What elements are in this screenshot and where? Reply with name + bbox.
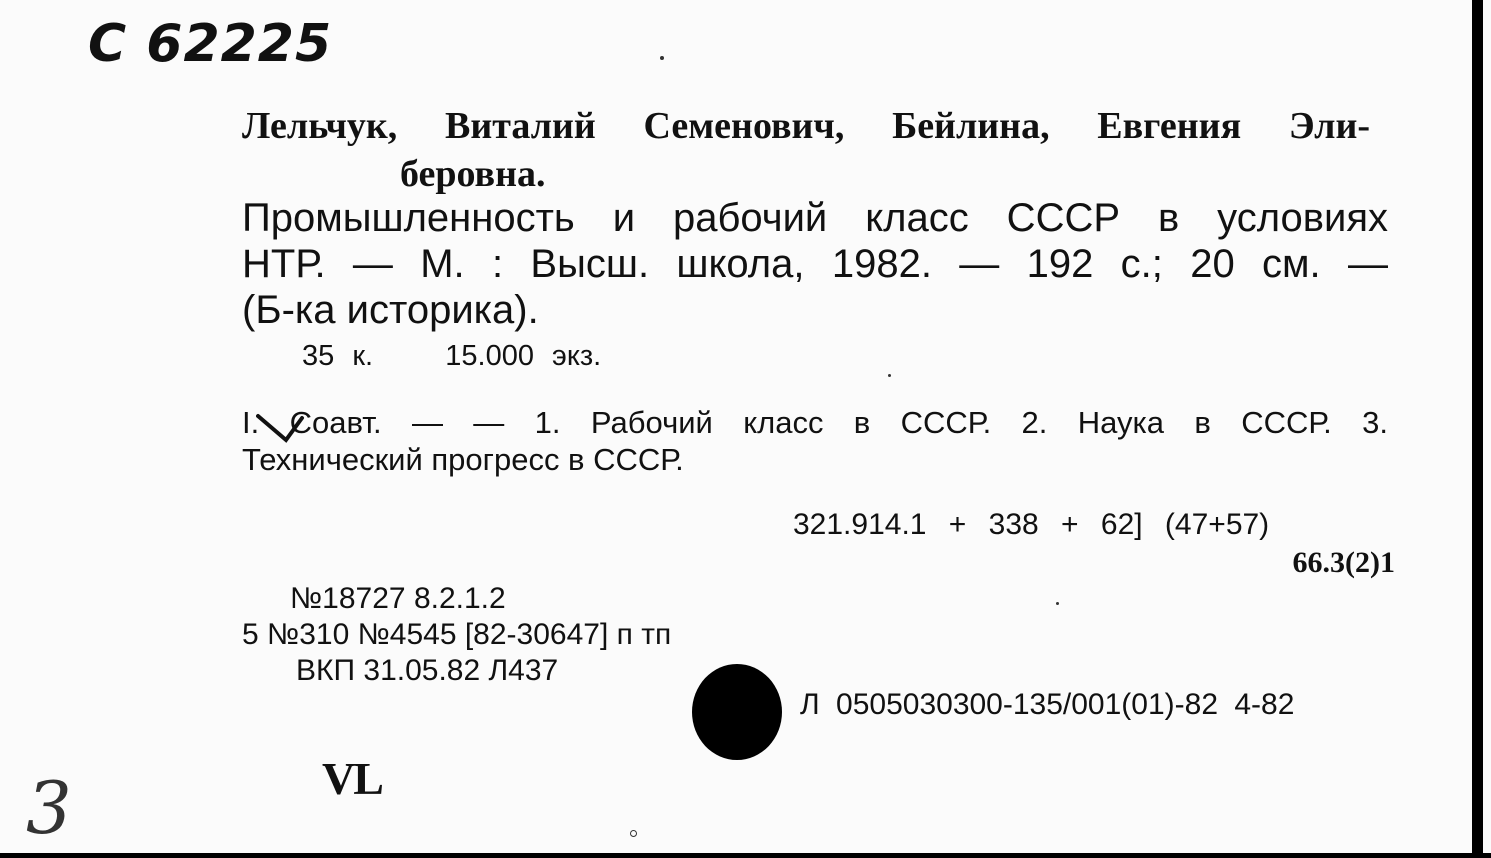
ink-speck — [888, 374, 891, 377]
card-edge-bottom — [0, 853, 1491, 858]
title-line-2: НТР. — М. : Высш. школа, 1982. — 192 с.; 20 см. — — [242, 242, 1388, 286]
isbn-line: Л 0505030300-135/001(01)-82 4-82 — [800, 688, 1295, 721]
catalog-number: С 62225 — [88, 14, 333, 74]
authors-line-1: Лельчук, Виталий Семенович, Бейлина, Евгения Эли- — [242, 105, 1370, 147]
punched-hole-dot — [692, 664, 782, 760]
authors-line-2: беровна. — [400, 153, 546, 195]
ink-speck — [630, 830, 637, 837]
tracings-line-1: I. Соавт. — — 1. Рабочий класс в СССР. 2. Наука в СССР. 3. — [242, 405, 1388, 440]
copies-value: 15.000 экз. — [445, 340, 602, 372]
title-line-1: Промышленность и рабочий класс СССР в условиях — [242, 196, 1388, 240]
udc-classification: 321.914.1 + 338 + 62] (47+57) — [793, 508, 1270, 541]
ink-speck — [660, 56, 664, 60]
title-line-3: (Б-ка историка). — [242, 288, 539, 332]
meta-line-2: 5 №310 №4545 [82-30647] п тп — [242, 618, 672, 651]
tracings-line-2: Технический прогресс в СССР. — [242, 442, 684, 477]
price-line — [302, 340, 601, 373]
card-edge-right — [1472, 0, 1483, 858]
ink-speck — [1056, 602, 1059, 605]
price-value: 35 к. — [302, 340, 374, 372]
vl-stamp: VL — [322, 753, 382, 804]
bbk-classification: 66.3(2)1 — [1292, 546, 1395, 579]
handwritten-number: 3 — [26, 766, 72, 850]
meta-line-1: №18727 8.2.1.2 — [290, 582, 506, 615]
meta-line-3: ВКП 31.05.82 Л437 — [296, 654, 559, 687]
